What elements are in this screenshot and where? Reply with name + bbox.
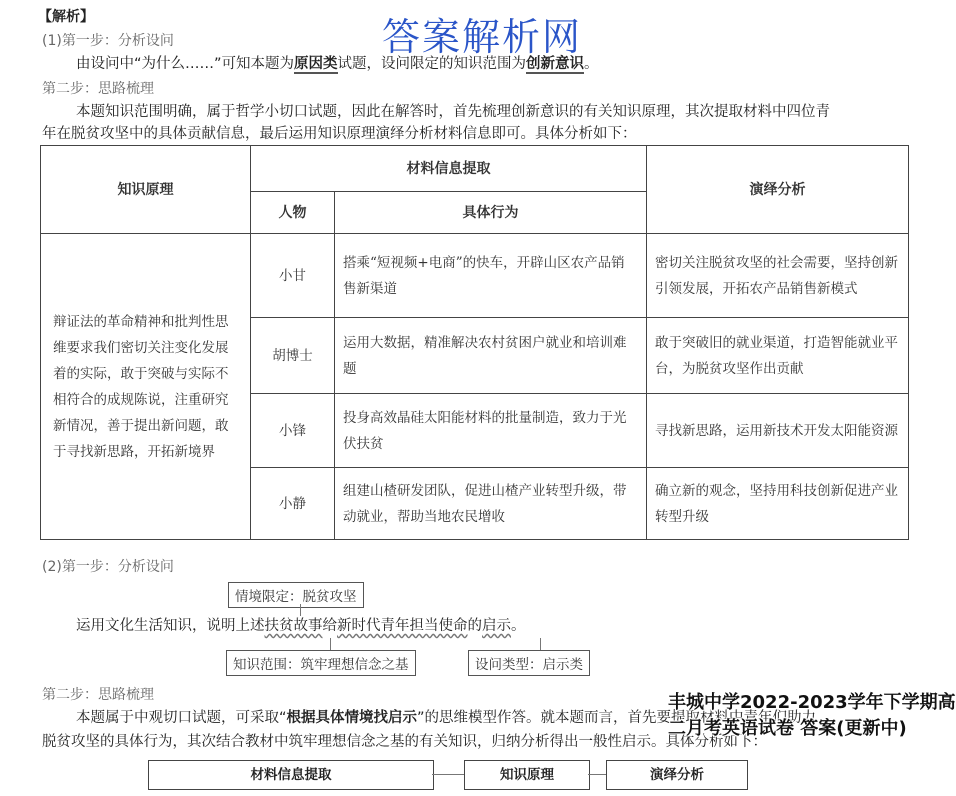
text-segment: 由设问中“为什么……”可知本题为 — [76, 56, 295, 72]
connector-line — [540, 638, 541, 650]
flow-connector — [432, 774, 464, 775]
header-deductive-analysis: 演绎分析 — [647, 146, 909, 234]
principle-cell: 辩证法的革命精神和批判性思维要求我们密切关注变化发展着的实际，敢于突破与实际不相符合的成规陈说，注重研究新情况，善于提出新问题，敢于寻找新思路，开拓新境界 — [41, 234, 251, 540]
header-specific-action: 具体行为 — [335, 192, 647, 234]
text-segment: ”的思维模型作答。就本题而言，首先要提取材料中青年们助力 — [417, 710, 817, 726]
action-cell: 组建山楂研发团队，促进山楂产业转型升级，带动就业，帮助当地农民增收 — [335, 468, 647, 540]
text-segment: 运用文化生活知识，说明上述 — [76, 618, 265, 634]
person-cell: 小静 — [251, 468, 335, 540]
analysis-label: 【解析】 — [38, 9, 94, 25]
text-segment: 。 — [584, 56, 599, 72]
analysis-cell: 密切关注脱贫攻坚的社会需要，坚持创新引领发展，开拓农产品销售新模式 — [647, 234, 909, 318]
situation-box: 情境限定：脱贫攻坚 — [228, 582, 364, 608]
text-segment: 本题属于中观切口试题，可采取“ — [76, 710, 287, 726]
header-knowledge-principle: 知识原理 — [41, 146, 251, 234]
part1-paragraph-line2: 年在脱贫攻坚中的具体贡献信息，最后运用知识原理演绎分析材料信息即可。具体分析如下： — [42, 126, 637, 142]
text-segment: 。 — [511, 618, 526, 634]
person-cell: 小锋 — [251, 394, 335, 468]
text-segment: 的 — [467, 618, 482, 634]
exam-title-overlay: 丰城中学2022-2023学年下学期高二月考英语试卷 答案(更新中) — [668, 692, 956, 739]
flow-box-material: 材料信息提取 — [148, 760, 434, 790]
action-cell: 搭乘“短视频+电商”的快车，开辟山区农产品销售新渠道 — [335, 234, 647, 318]
part2-step1: (2)第一步：分析设问 — [42, 559, 174, 575]
watermark-title: 答案解析网 — [382, 15, 583, 59]
thinking-model: 根据具体情境找启示 — [286, 710, 418, 726]
part1-step2: 第二步：思路梳理 — [42, 81, 154, 97]
youth-mission-phrase: 新时代青年担当使命 — [337, 618, 468, 634]
poverty-story-phrase: 扶贫故事 — [264, 618, 323, 634]
flow-connector — [588, 774, 606, 775]
action-cell: 运用大数据，精准解决农村贫困户就业和培训难题 — [335, 318, 647, 394]
analysis-table — [40, 145, 909, 540]
part1-question-analysis — [76, 52, 599, 73]
flow-box-analysis: 演绎分析 — [606, 760, 748, 790]
question-type-cause: 原因类 — [294, 56, 338, 72]
analysis-cell: 敢于突破旧的就业渠道，打造智能就业平台，为脱贫攻坚作出贡献 — [647, 318, 909, 394]
knowledge-scope-box: 知识范围：筑牢理想信念之基 — [226, 650, 416, 676]
text-segment: 给 — [322, 618, 337, 634]
part2-paragraph-line2: 脱贫攻坚的具体行为，其次结合教材中筑牢理想信念之基的有关知识，归纳分析得出一般性启示。具体分析如下： — [42, 734, 767, 750]
header-material-extraction: 材料信息提取 — [251, 146, 647, 192]
inspiration-phrase: 启示 — [482, 618, 511, 634]
part1-step1: (1)第一步：分析设问 — [42, 33, 174, 49]
question-type-box: 设问类型：启示类 — [468, 650, 590, 676]
knowledge-scope-innovation: 创新意识 — [526, 56, 585, 72]
header-person: 人物 — [251, 192, 335, 234]
person-cell: 胡博士 — [251, 318, 335, 394]
part1-paragraph-line1: 本题知识范围明确，属于哲学小切口试题，因此在解答时，首先梳理创新意识的有关知识原理，其次提取材料中四位青 — [76, 104, 830, 120]
table-row — [41, 234, 909, 318]
connector-line — [330, 638, 331, 650]
analysis-cell: 寻找新思路，运用新技术开发太阳能资源 — [647, 394, 909, 468]
part2-question — [76, 614, 526, 635]
flow-box-knowledge: 知识原理 — [464, 760, 590, 790]
action-cell: 投身高效晶硅太阳能材料的批量制造，致力于光伏扶贫 — [335, 394, 647, 468]
part2-step2: 第二步：思路梳理 — [42, 687, 154, 703]
person-cell: 小甘 — [251, 234, 335, 318]
text-segment: 试题，设问限定的知识范围为 — [337, 56, 527, 72]
analysis-cell: 确立新的观念，坚持用科技创新促进产业转型升级 — [647, 468, 909, 540]
